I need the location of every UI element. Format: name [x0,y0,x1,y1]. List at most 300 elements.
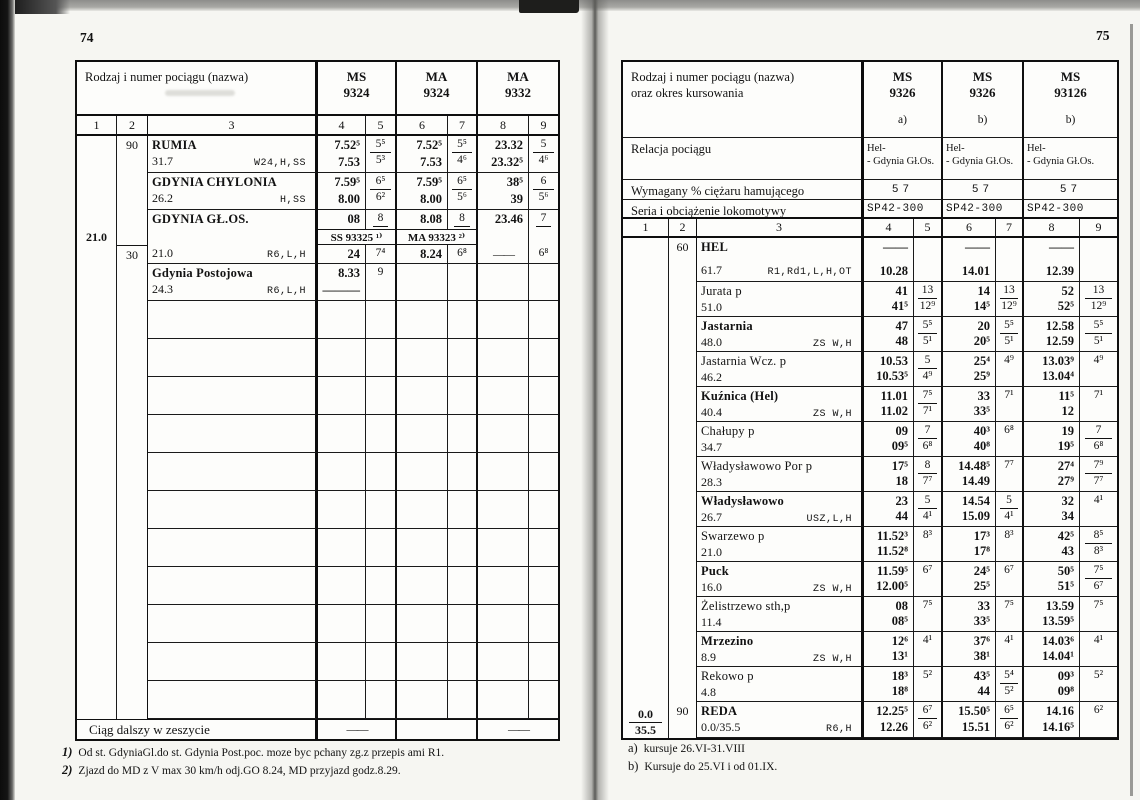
relation-to: - Gdynia Gł.Os. [1027,156,1095,167]
train-number: 93126 [1054,85,1087,100]
station-cell [697,387,864,422]
runtime-top: 9 [377,266,384,278]
km-bottom: 35.5 [635,723,656,737]
runtime-bottom: 8³ [1093,545,1104,557]
km-col-cell [623,457,669,492]
time-departure: 11.52⁸ [876,544,908,558]
empty-cell [117,567,148,605]
runtime-bottom: 6⁸ [1093,440,1104,452]
runtime-cell [996,317,1024,352]
runtime-top: 8 [924,459,931,471]
station-km: 26.2 [152,191,173,205]
time-cell [318,264,366,301]
runtime-top: 7⁹ [1093,459,1104,471]
runtime-cell [366,173,397,210]
runtime-cell [914,667,943,702]
col-number: 9 [1080,219,1117,238]
runtime-cell [448,245,478,264]
runtime-cell [914,282,943,317]
runtime-top: 4¹ [1004,634,1014,646]
time-departure: 09⁵ [891,439,908,453]
time-cell [397,173,448,210]
station-name: Jurata p [701,284,742,298]
time-arrival: 23 [895,494,908,508]
time-arrival: 10.53 [879,354,908,368]
runtime-top: 6⁵ [1004,704,1014,716]
scan-right-edge [1130,24,1133,796]
station-name: Mrzezino [701,634,754,648]
time-cell [397,264,448,301]
runtime-top: 6⁸ [1004,424,1014,436]
empty-cell [148,605,318,643]
runtime-bottom: 4¹ [922,510,933,522]
runtime-bottom: 6⁸ [457,247,467,259]
station-cell [697,667,864,702]
empty-cell [366,415,397,453]
time-arrival: 41 [895,284,908,298]
footnote [628,740,1048,758]
runtime-cell [914,422,943,457]
station-name: Władysławowo Por p [701,459,813,473]
time-arrival: 8.33 [338,266,360,280]
runtime-bottom: 7¹ [922,405,933,417]
empty-cell [117,529,148,567]
time-arrival: 7.52⁵ [334,138,360,152]
time-cell [864,238,914,282]
timetable-right [621,60,1119,740]
empty-cell [448,301,478,339]
station-remarks: R1,Rd1,L,H,OT [767,267,852,278]
max-speed-cell [669,492,697,527]
time-departure: 12.00⁵ [876,579,908,593]
time-departure: 33⁵ [973,614,990,628]
station-km-line [701,720,859,737]
station-cell [148,173,318,210]
runtime-cell [366,210,397,229]
time-departure: 13.04⁴ [1042,369,1074,383]
time-cell [864,492,914,527]
time-cell [1024,387,1080,422]
footnotes-right [628,740,1048,776]
runtime-top: 5⁵ [375,138,386,150]
runtime-cell [914,597,943,632]
empty-cell [529,529,558,567]
empty-cell [148,301,318,339]
station-km: 61.7 [701,263,722,277]
fraction-divider [1085,438,1112,439]
runtime-cell [996,422,1024,457]
empty-cell [148,529,318,567]
station-km: 48.0 [701,335,722,349]
runtime-top: 4¹ [1093,494,1104,506]
runtime-top: 5⁴ [1004,669,1014,681]
time-cell [318,136,366,173]
runtime-top: 5 [924,494,931,506]
time-arrival: 14.48⁵ [958,459,990,473]
runtime-top: 4¹ [922,634,933,646]
max-speed-cell [117,210,148,245]
runtime-cell [914,352,943,387]
time-cell [478,264,529,301]
time-cell [943,667,996,702]
runtime-top: 7⁷ [1004,459,1014,471]
pencil-smudge [165,90,235,96]
station-km-line [701,685,859,700]
continuing-train-label: MA 93323 ²⁾ [397,229,478,245]
station-km: 40.4 [701,405,722,419]
time-departure: 19⁵ [1057,439,1074,453]
time-arrival: 8.08 [420,212,442,226]
page-number-left: 74 [80,30,94,45]
runtime-bottom: 4⁹ [922,370,933,382]
max-speed-cell [669,352,697,387]
km-col-cell [623,492,669,527]
station-name: Gdynia Postojowa [152,266,253,280]
max-speed-cell [669,667,697,702]
train-period-note: a) [898,114,907,126]
time-cell [1024,597,1080,632]
col-number: 6 [943,219,996,238]
max-speed-cell [669,387,697,422]
runtime-cell [914,562,943,597]
empty-cell [448,415,478,453]
time-departure: 52⁵ [1057,299,1074,313]
footnote [62,744,582,762]
runtime-bottom: 7⁴ [375,247,386,259]
header-train-label-text2: oraz okres kursowania [631,86,744,100]
time-arrival: 19 [1061,424,1074,438]
empty-cell [529,339,558,377]
km-col-cell [623,597,669,632]
runtime-cell [529,173,558,210]
empty-cell [529,643,558,681]
time-cell [478,136,529,173]
runtime-top: 5⁵ [922,319,933,331]
time-arrival: 17³ [973,529,990,543]
time-arrival: 11.01 [880,389,908,403]
time-cell [943,702,996,738]
runtime-cell [996,597,1024,632]
empty-cell [397,339,448,377]
km-col-cell [623,527,669,562]
station-name: Jastarnia [701,319,753,333]
time-arrival: 23.32 [494,138,523,152]
time-departure: 15.09 [961,509,990,523]
train-period-note: b) [1065,114,1076,126]
fraction-divider [1000,508,1019,509]
col-number: 3 [148,116,318,136]
empty-cell [366,681,397,719]
empty-cell [448,681,478,719]
station-cell [148,136,318,173]
runtime-cell [1080,562,1117,597]
runtime-cell [996,457,1024,492]
runtime-cell [996,667,1024,702]
time-departure: 44 [977,684,990,698]
train-type: MS [972,69,993,84]
footnote-marker: 2) [62,763,73,777]
empty-cell [366,491,397,529]
runtime-top: 7¹ [1004,389,1014,401]
max-speed-cell: 90 [117,136,148,173]
runtime-top: 5 [924,354,931,366]
empty-cell [117,643,148,681]
time-arrival: 32 [1061,494,1074,508]
station-km: 8.9 [701,650,716,664]
empty-cell [366,567,397,605]
station-cell [148,245,318,264]
runtime-cell [529,136,558,173]
time-cell [1024,422,1080,457]
runtime-cell [1080,352,1117,387]
time-departure: 48 [895,334,908,348]
time-departure: 11.02 [880,404,908,418]
runtime-cell [1080,282,1117,317]
runtime-cell [996,282,1024,317]
time-cell [943,352,996,387]
time-cell [318,245,366,264]
fraction-divider [918,718,937,719]
time-departure: 17⁸ [973,544,990,558]
fraction-divider [1085,333,1112,334]
runtime-top: 6⁵ [457,175,467,187]
time-cell [943,387,996,422]
km-col-cell [623,562,669,597]
footnote-marker: b) [628,759,639,773]
empty-cell [77,339,117,377]
runtime-bottom: 7⁷ [1093,475,1104,487]
train-column-header [1024,62,1117,138]
station-name: Kuźnica (Hel) [701,389,779,403]
train-column-header [318,62,397,116]
time-arrival: 11.59⁵ [876,564,908,578]
footnote-text: Kursuje do 25.VI i od 01.IX. [644,761,778,773]
time-cell [1024,457,1080,492]
empty-cell [529,453,558,491]
time-departure: 20⁵ [973,334,990,348]
max-speed-cell: 30 [117,245,148,264]
time-arrival: 7.59⁵ [416,175,442,189]
runtime-bottom: 5¹ [922,335,933,347]
time-cell [943,422,996,457]
runtime-bottom: 12⁹ [919,300,936,312]
fraction-divider [1000,718,1019,719]
runtime-cell [1080,387,1117,422]
runtime-cell [914,317,943,352]
empty-cell [148,415,318,453]
time-cell [864,457,914,492]
empty-cell [529,605,558,643]
max-speed-cell [669,597,697,632]
station-km-line [701,370,859,385]
runtime-cell [1080,702,1117,738]
time-cell [318,173,366,210]
time-arrival: 12.25⁵ [876,704,908,718]
continuing-train-label: SS 93325 ¹⁾ [318,229,397,245]
time-departure: 43 [1061,544,1074,558]
empty-cell [397,681,448,719]
station-name: HEL [701,240,728,254]
empty-cell [529,567,558,605]
empty-cell [117,453,148,491]
col-number: 4 [864,219,914,238]
empty-cell [448,529,478,567]
empty-cell [148,339,318,377]
runtime-bottom: 6² [1004,720,1014,732]
empty-cell [478,643,529,681]
empty-cell [77,643,117,681]
runtime-top: 8³ [1004,529,1014,541]
runtime-top: 5⁵ [1093,319,1104,331]
time-departure: 08⁵ [891,614,908,628]
time-cell [943,492,996,527]
empty-cell [397,415,448,453]
station-km-line [152,154,313,171]
header-train-label [623,62,864,138]
runtime-bottom: 6⁷ [1093,580,1104,592]
col-number: 7 [448,116,478,136]
station-cell [697,527,864,562]
train-type: MS [1060,69,1081,84]
runtime-bottom: 5³ [375,154,386,166]
station-km: 11.4 [701,615,722,629]
time-cell [864,667,914,702]
time-cell [1024,702,1080,738]
empty-cell [117,415,148,453]
max-speed-cell [669,282,697,317]
col-number: 2 [117,116,148,136]
time-departure: 12.39 [1045,264,1074,278]
time-cell [864,352,914,387]
time-cell [1024,492,1080,527]
time-departure: 39 [510,192,523,206]
runtime-bottom: 5¹ [1093,335,1104,347]
runtime-cell [1080,597,1117,632]
runtime-top: 5⁵ [457,138,467,150]
col-number: 5 [366,116,397,136]
col-number: 6 [397,116,448,136]
km-col-cell: 21.0 [77,210,117,264]
runtime-top: 4¹ [1093,634,1104,646]
km-col-cell [623,632,669,667]
runtime-top: 6 [540,175,547,187]
empty-cell [478,681,529,719]
runtime-bottom: 4¹ [1004,510,1014,522]
runtime-cell [529,229,558,245]
empty-cell [448,453,478,491]
empty-cell [117,339,148,377]
station-km: 4.8 [701,685,716,699]
runtime-top: 6⁷ [922,704,933,716]
km-col-cell [623,667,669,702]
relation-from: Hel- [1027,143,1046,154]
empty-cell [397,529,448,567]
station-cell [697,422,864,457]
footnote-text: Zjazd do MD z V max 30 km/h odj.GO 8.24, MD przyjazd godz.8.29. [78,765,401,777]
runtime-bottom: 5⁶ [457,191,467,203]
empty-cell [77,605,117,643]
time-departure: 12.59 [1045,334,1074,348]
time-departure: 14⁵ [973,299,990,313]
footnotes-left [62,744,582,780]
time-departure: 25⁵ [973,579,990,593]
empty-cell [318,643,366,681]
loco-value: SP42-300 [1024,200,1117,219]
runtime-cell [914,527,943,562]
fraction-divider [918,438,937,439]
time-departure: 23.32⁵ [491,155,523,169]
relation-cell [1024,138,1117,180]
empty-cell [148,681,318,719]
empty-cell [366,339,397,377]
loco-value: SP42-300 [864,200,943,219]
time-departure: 8.24 [420,247,442,261]
fraction-divider [533,189,554,190]
station-km-line [701,510,859,527]
station-km: 26.7 [701,510,722,524]
station-km: 21.0 [701,545,722,559]
time-departure: 09⁸ [1057,684,1074,698]
empty-cell [478,529,529,567]
fraction-divider [1085,473,1112,474]
header-train-label-text: Rodzaj i numer pociągu (nazwa) [631,70,795,84]
runtime-cell [996,352,1024,387]
time-arrival: 08 [347,212,360,226]
time-departure: 12.26 [879,720,908,734]
train-number: 9324 [423,85,450,100]
time-cell [943,632,996,667]
scan-ink-patch [519,0,579,13]
station-km-line [701,545,859,560]
time-departure: 24 [347,247,360,261]
empty-cell [478,339,529,377]
continuation-dash: —— [478,719,558,739]
station-km-line [701,300,859,315]
km-col-cell [623,387,669,422]
time-arrival: 14 [977,284,990,298]
empty-cell [529,491,558,529]
empty-cell [478,301,529,339]
time-arrival: 7.59⁵ [334,175,360,189]
empty-cell [478,453,529,491]
time-departure: 14.04¹ [1042,649,1074,663]
runtime-cell [914,238,943,282]
time-departure: 18 [895,474,908,488]
time-arrival: 43⁵ [973,669,990,683]
time-arrival: 50⁵ [1057,564,1074,578]
train-number: 9326 [969,85,996,100]
empty-cell [529,415,558,453]
time-cell [943,527,996,562]
runtime-top: 5⁵ [1004,319,1014,331]
footnote-text: Od st. GdyniaGl.do st. Gdynia Post.poc. moze byc pchany zg.z przepis ami R1. [78,747,445,759]
runtime-top: 6⁷ [1004,564,1014,576]
runtime-top: 8 [373,212,389,227]
time-cell [943,282,996,317]
empty-cell [318,529,366,567]
time-cell [1024,352,1080,387]
empty-cell [366,377,397,415]
time-arrival: 38⁵ [506,175,523,189]
empty-cell [77,681,117,719]
runtime-bottom: 7⁷ [922,475,933,487]
runtime-bottom: 12⁹ [1090,300,1107,312]
runtime-bottom: 4⁶ [457,154,467,166]
time-departure: 51⁵ [1057,579,1074,593]
empty-cell [448,491,478,529]
time-arrival: 25⁴ [973,354,990,368]
time-departure: 27⁹ [1057,474,1074,488]
